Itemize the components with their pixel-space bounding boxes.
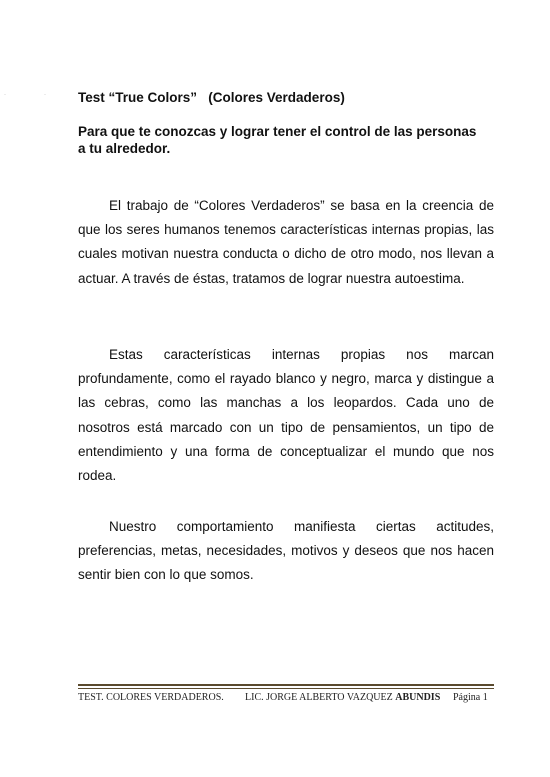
- body-paragraph-1: El trabajo de “Colores Verdaderos” se basa en la creencia de que los seres humanos tenemos características internas propias, las cuales motivan nuestra conducta o dicho de otro modo, nos llevan a actuar. A través de éstas, tratamos de lograr nuestra autoestima.: [78, 198, 494, 286]
- margin-mark: ·: [44, 92, 46, 98]
- body-paragraph-2: Estas características internas propias nos marcan profundamente, como el rayado blanco y negro, marca y distingue a las cebras, como las manchas a los leopardos. Cada uno de nosotros está marcado con un tipo de pensamientos, un tipo de entendimiento y una forma de conceptualizar el mundo que nos rodea.: [78, 347, 494, 484]
- footer-document-name: TEST. COLORES VERDADEROS.: [78, 692, 224, 703]
- footer-divider: [78, 684, 494, 686]
- document-title: Test “True Colors” (Colores Verdaderos): [78, 90, 345, 105]
- margin-mark: ·: [4, 92, 6, 98]
- document-subtitle: Para que te conozcas y lograr tener el control de las personas a tu alrededor.: [78, 124, 477, 156]
- footer-divider-thin: [78, 688, 494, 689]
- footer-author: [245, 692, 440, 703]
- body-paragraph-3: Nuestro comportamiento manifiesta ciertas actitudes, preferencias, metas, necesidades, motivos y deseos que nos hacen sentir bien con lo que somos.: [78, 519, 494, 583]
- footer-author-name: LIC. JORGE ALBERTO VAZQUEZ: [245, 692, 396, 703]
- footer-author-surname: ABUNDIS: [395, 692, 441, 703]
- footer-page-number: Página 1: [453, 692, 488, 703]
